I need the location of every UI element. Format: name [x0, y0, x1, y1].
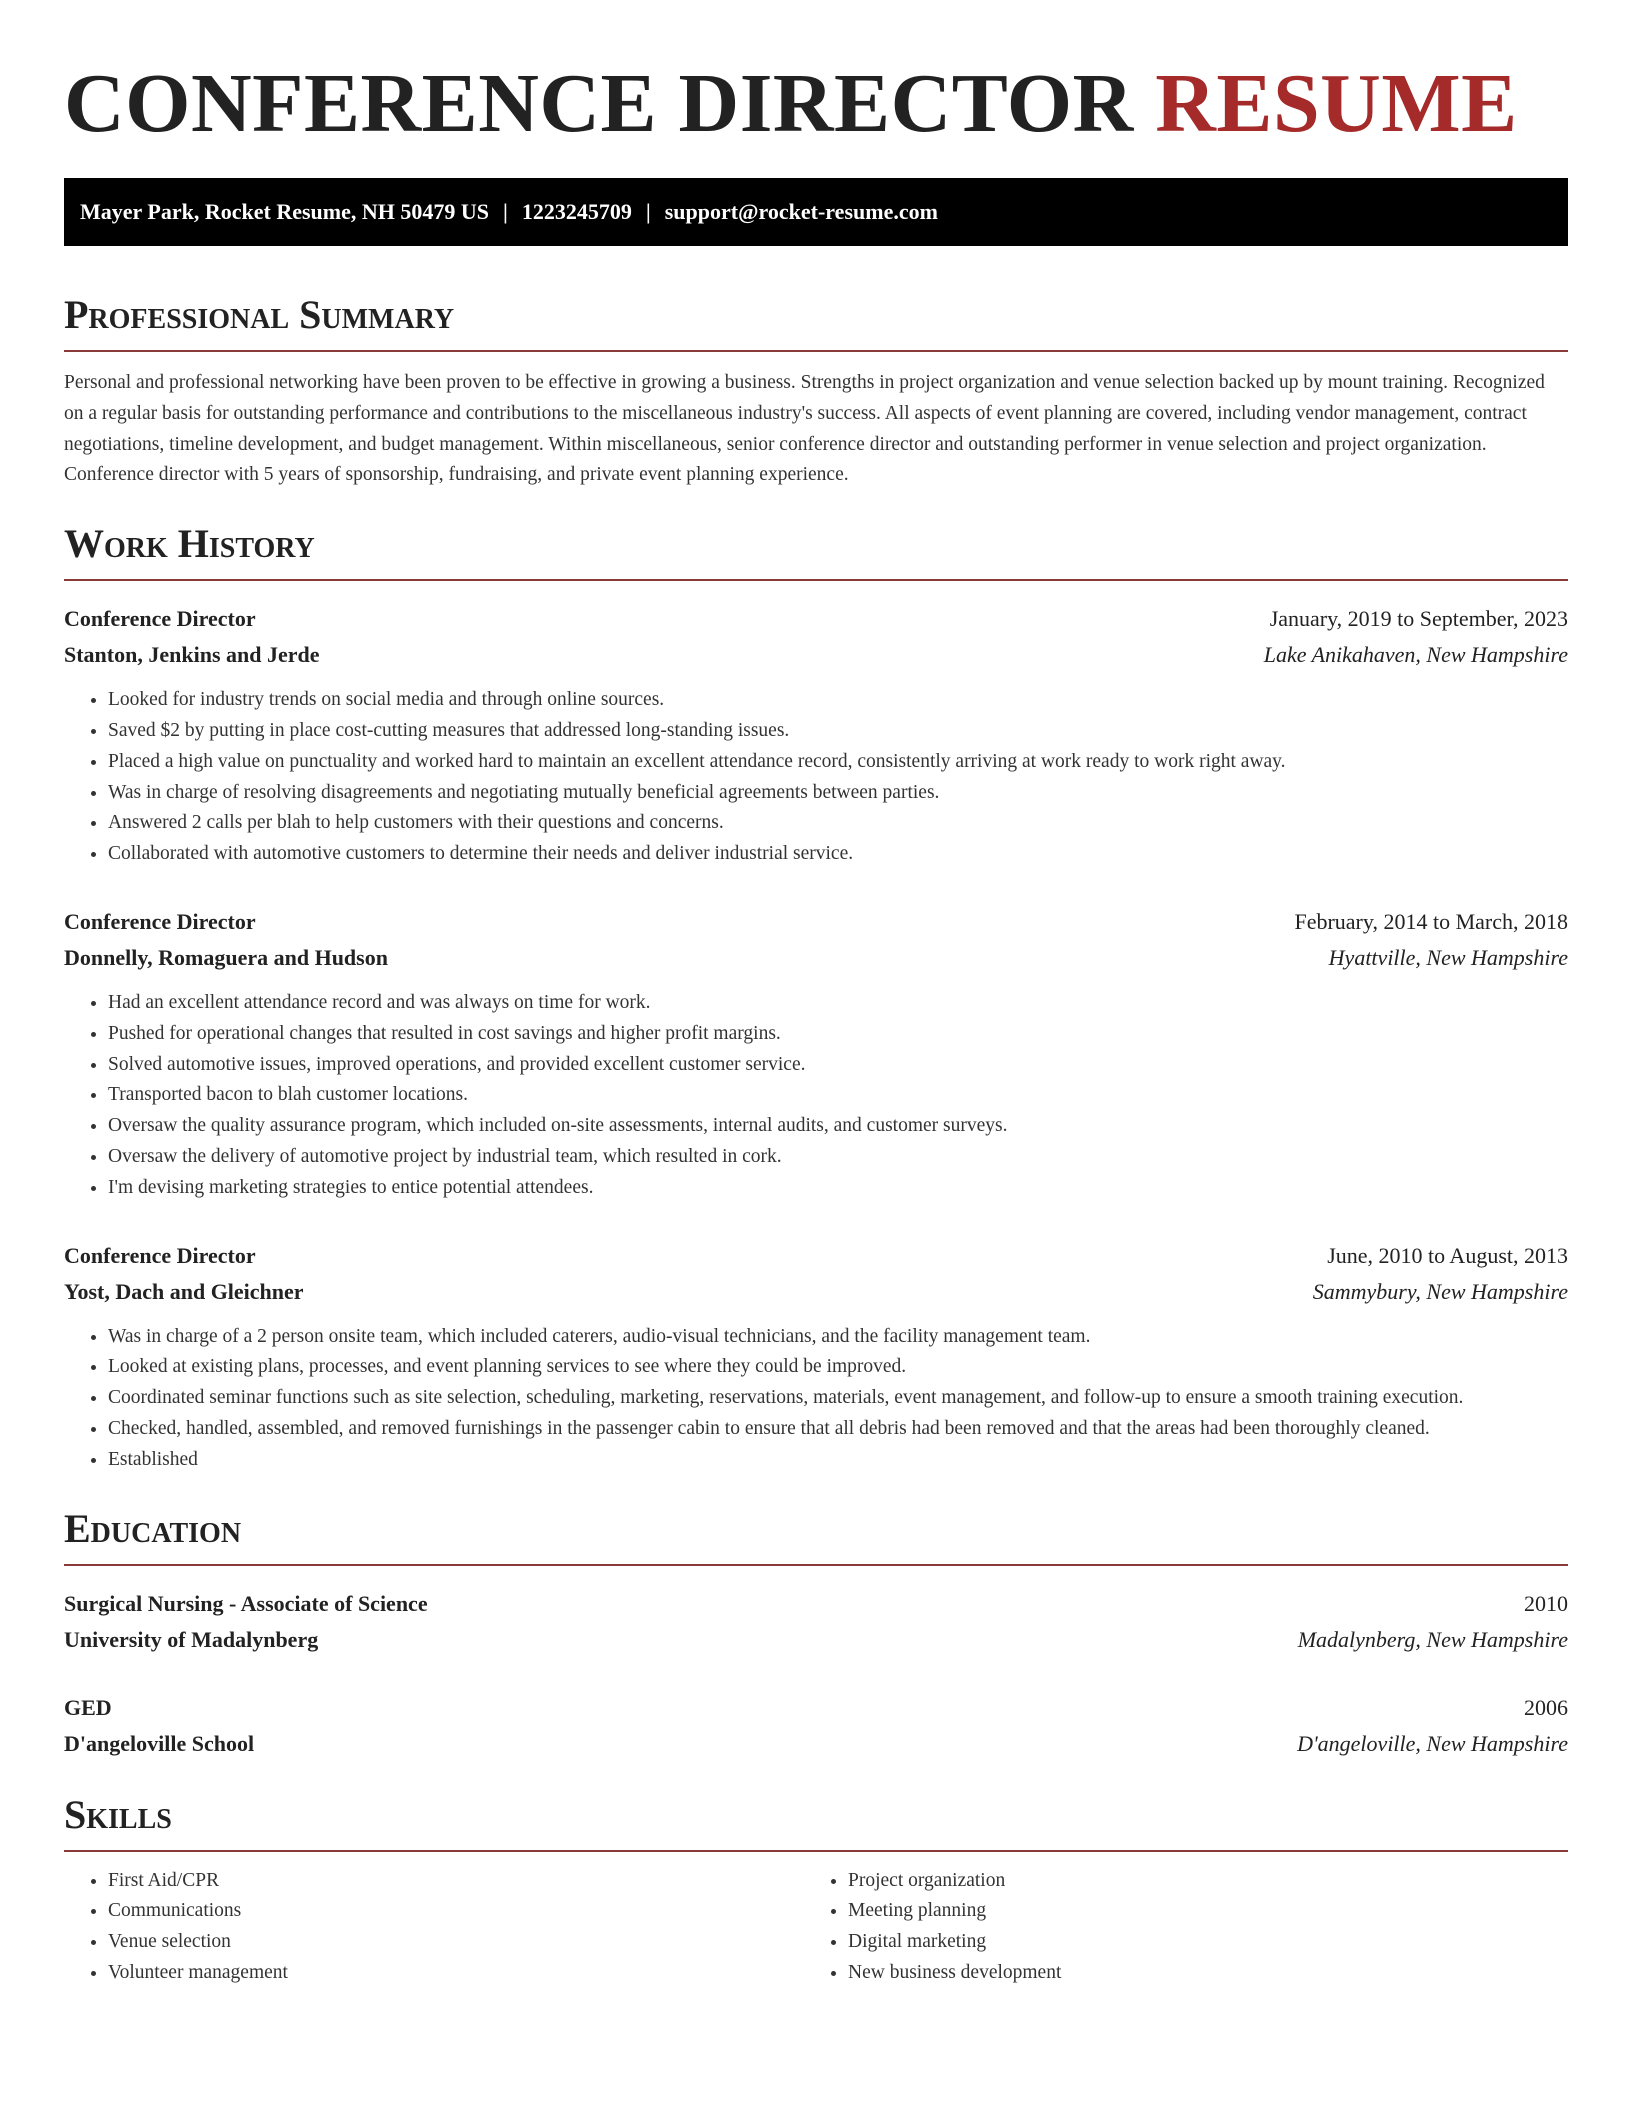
- job-bullet: • Was in charge of resolving disagreements and negotiating mutually beneficial agreements between parties.: [108, 778, 1568, 809]
- job-bullet: • Had an excellent attendance record and was always on time for work.: [108, 988, 1568, 1019]
- job-bullet: • Solved automotive issues, improved operations, and provided excellent customer service.: [108, 1050, 1568, 1081]
- education-location: Madalynberg, New Hampshire: [1297, 1626, 1568, 1652]
- job-bullet: • Pushed for operational changes that resulted in cost savings and higher profit margins.: [108, 1019, 1568, 1050]
- resume-page: [64, 0, 1568, 1989]
- education-degree: Surgical Nursing - Associate of Science: [64, 1590, 428, 1616]
- job-bullet: • Oversaw the delivery of automotive project by industrial team, which resulted in cork.: [108, 1142, 1568, 1173]
- skills-heading: Skills: [64, 1790, 1568, 1852]
- job-location: Hyattville, New Hampshire: [1328, 944, 1568, 970]
- skills-column-right: [804, 1866, 1544, 1989]
- job-bullet: • Checked, handled, assembled, and removed furnishings in the passenger cabin to ensure that all debris had been removed and that the areas had been thoroughly cleaned.: [108, 1414, 1568, 1445]
- resume-title: [64, 56, 1568, 152]
- job-company: Yost, Dach and Gleichner: [64, 1278, 304, 1304]
- skill-item: • Project organization: [848, 1866, 1544, 1897]
- job-bullet: • Was in charge of a 2 person onsite team, which included caterers, audio-visual technicians, and the facility management team.: [108, 1322, 1568, 1353]
- skill-item: • Venue selection: [108, 1927, 804, 1958]
- education-entry: [64, 1690, 1568, 1762]
- contact-bar: [64, 178, 1568, 246]
- skill-item: • Communications: [108, 1896, 804, 1927]
- title-accent: RESUME: [1155, 57, 1518, 150]
- job-entry: [64, 904, 1568, 1204]
- skill-item: • Volunteer management: [108, 1958, 804, 1989]
- contact-phone: 1223245709: [521, 199, 632, 224]
- education-degree: GED: [64, 1694, 112, 1720]
- job-bullet: • Oversaw the quality assurance program, which included on-site assessments, internal audits, and customer surveys.: [108, 1111, 1568, 1142]
- job-entry: [64, 601, 1568, 870]
- job-bullets: [64, 988, 1568, 1204]
- skill-item: • Digital marketing: [848, 1927, 1544, 1958]
- job-bullet: • Answered 2 calls per blah to help customers with their questions and concerns.: [108, 808, 1568, 839]
- summary-heading: Professional Summary: [64, 290, 1568, 352]
- job-bullet: • Saved $2 by putting in place cost-cutting measures that addressed long-standing issues.: [108, 716, 1568, 747]
- job-bullet: • Placed a high value on punctuality and worked hard to maintain an excellent attendance record, consistently arriving at work ready to work right away.: [108, 747, 1568, 778]
- job-location: Lake Anikahaven, New Hampshire: [1263, 642, 1568, 668]
- education-entry: [64, 1586, 1568, 1658]
- job-location: Sammybury, New Hampshire: [1312, 1278, 1568, 1304]
- job-bullet: • Established: [108, 1445, 1568, 1476]
- job-bullet: • I'm devising marketing strategies to entice potential attendees.: [108, 1173, 1568, 1204]
- title-main: CONFERENCE DIRECTOR: [64, 57, 1134, 150]
- job-dates: February, 2014 to March, 2018: [1294, 908, 1568, 934]
- job-bullets: [64, 1322, 1568, 1476]
- job-bullet: • Collaborated with automotive customers to determine their needs and deliver industrial service.: [108, 839, 1568, 870]
- job-entry: [64, 1238, 1568, 1476]
- contact-address: Mayer Park, Rocket Resume, NH 50479 US: [80, 199, 489, 224]
- education-school: D'angeloville School: [64, 1730, 255, 1756]
- work-history-heading: Work History: [64, 519, 1568, 581]
- contact-separator: |: [645, 199, 651, 224]
- job-bullet: • Looked at existing plans, processes, and event planning services to see where they could be improved.: [108, 1352, 1568, 1383]
- skills-column-left: [64, 1866, 804, 1989]
- summary-text: Personal and professional networking have been proven to be effective in growing a business. Strengths in project organization and venue selection backed up by mount training. Recognized on a regular basis for outstanding performance and contributions to the miscellaneous industry's success. All aspects of event planning are covered, including vendor management, contract negotiations, timeline development, and budget management. Within miscellaneous, senior conference director and outstanding performer in venue selection and project organization. Conference director with 5 years of sponsorship, fundraising, and private event planning experience.: [64, 372, 1545, 486]
- contact-email[interactable]: support@rocket-resume.com: [664, 199, 938, 224]
- skills-grid: [64, 1866, 1568, 1989]
- skill-item: • New business development: [848, 1958, 1544, 1989]
- job-title: Conference Director: [64, 1242, 256, 1268]
- education-year: 2010: [1524, 1590, 1568, 1616]
- job-bullets: [64, 685, 1568, 870]
- job-company: Stanton, Jenkins and Jerde: [64, 642, 320, 668]
- education-school: University of Madalynberg: [64, 1626, 319, 1652]
- job-bullet: • Transported bacon to blah customer locations.: [108, 1080, 1568, 1111]
- education-location: D'angeloville, New Hampshire: [1297, 1730, 1568, 1756]
- job-title: Conference Director: [64, 606, 256, 632]
- job-bullet: • Looked for industry trends on social media and through online sources.: [108, 685, 1568, 716]
- job-title: Conference Director: [64, 908, 256, 934]
- job-bullet: • Coordinated seminar functions such as site selection, scheduling, marketing, reservations, materials, event management, and follow-up to ensure a smooth training execution.: [108, 1383, 1568, 1414]
- education-year: 2006: [1524, 1694, 1568, 1720]
- skill-item: • First Aid/CPR: [108, 1866, 804, 1897]
- job-company: Donnelly, Romaguera and Hudson: [64, 944, 388, 970]
- contact-separator: |: [502, 199, 508, 224]
- education-heading: Education: [64, 1504, 1568, 1566]
- skill-item: • Meeting planning: [848, 1896, 1544, 1927]
- job-dates: January, 2019 to September, 2023: [1269, 606, 1568, 632]
- job-dates: June, 2010 to August, 2013: [1327, 1242, 1568, 1268]
